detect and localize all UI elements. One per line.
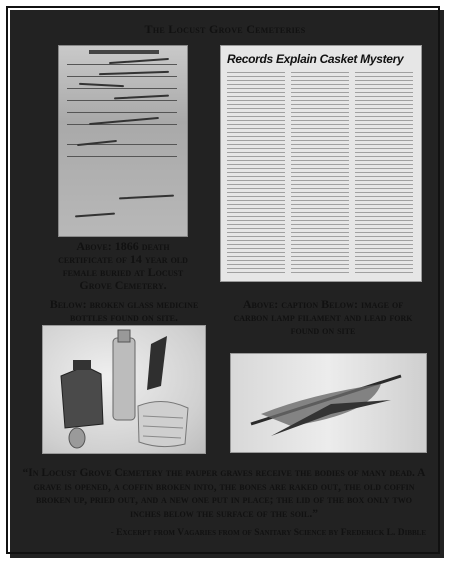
- bottles-caption: Below: broken glass medicine bottles found on site.: [49, 297, 199, 324]
- death-certificate-photo: [58, 45, 188, 237]
- page-title: The Locust Grove Cemeteries: [144, 22, 306, 36]
- quote-text: “In Locust Grove Cemetery the pauper graves receive the bodies of many dead. A grave is opened, a coffin broken into, the bones are raked out, the old coffin broken up, pried out, and a new one put in place; the lid of the box only two inches below the surface of the soil.”: [22, 467, 426, 520]
- bottles-illustration: [43, 326, 205, 453]
- newspaper-caption: Above: caption Below: image of carbon lamp filament and lead fork found on site: [233, 297, 413, 337]
- carbon-filament-photo: [230, 353, 427, 453]
- certificate-caption: Above: 1866 death certificate of 14 year old female buried at Locust Grove Cemetery.: [58, 239, 188, 292]
- newspaper-clipping: [220, 45, 422, 282]
- medicine-bottles-photo: [42, 325, 206, 454]
- filament-and-fork-illustration: [231, 354, 426, 452]
- newspaper-headline: Records Explain Casket Mystery: [227, 52, 404, 66]
- quote-attribution: - Excerpt from Vagaries from of Sanitary Science by Frederick L. Dibble: [110, 528, 426, 538]
